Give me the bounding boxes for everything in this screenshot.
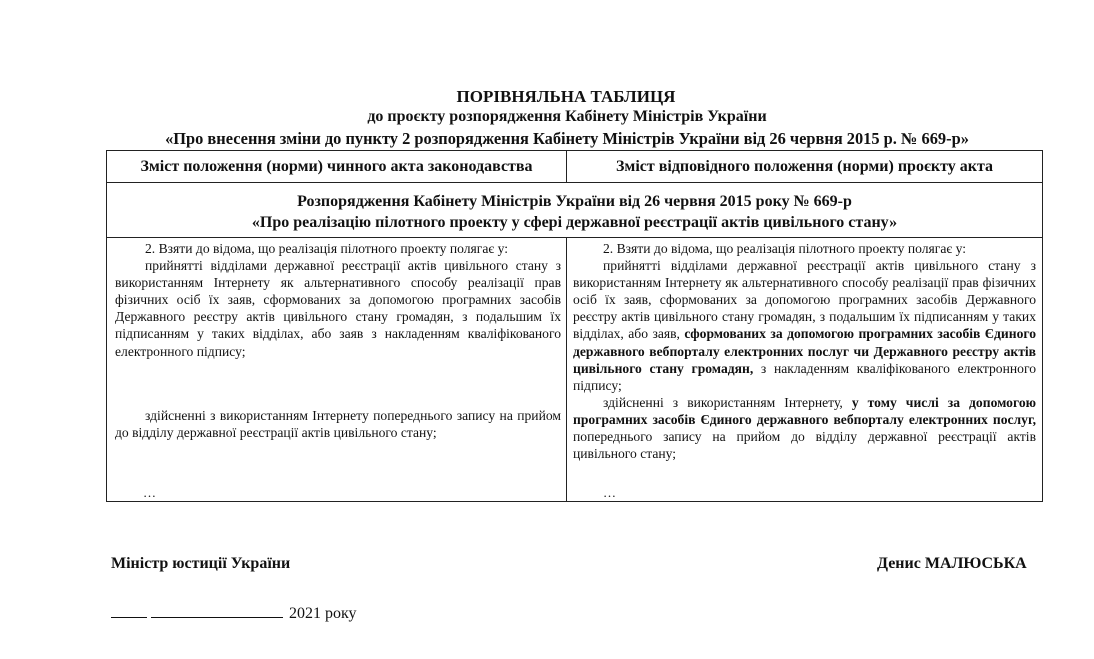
draft-paragraph-3 bbox=[573, 394, 1036, 462]
draft-paragraph-3-text-a: здійсненні з використанням Інтернету, bbox=[603, 394, 843, 410]
draft-paragraph-2-text-a: прийнятті відділами державної реєстрації актів цивільного стану з використанням Інтернету як альтернативного способу реалізації прав фізичних осіб їх заяв, сформованих за допомогою програмних засобів Державного реєстру актів цивільного стану громадян, з подальшим їх підписанням у таких відділах, або заяв, bbox=[573, 258, 1036, 342]
current-paragraph-1: 2. Взяти до відома, що реалізація пілотного проекту полягає у: bbox=[145, 241, 508, 256]
draft-paragraph-2 bbox=[573, 257, 1036, 394]
minister-title: Міністр юстиції України bbox=[111, 555, 291, 572]
current-paragraph-3: здійсненні з використанням Інтернету попереднього запису на прийом до відділу державної реєстрації актів цивільного стану; bbox=[115, 407, 561, 440]
merged-heading-line2: «Про реалізацію пілотного проекту у сфері державної реєстрації актів цивільного стану» bbox=[251, 214, 898, 231]
draft-paragraph-2-text-b: з накладенням кваліфікованого електронного підпису; bbox=[573, 360, 1036, 393]
draft-paragraph-2-bold-insert: сформованих за допомогою програмних засобів Єдиного державного вебпорталу електронних послуг чи Державного реєстру актів цивільного стану громадян, bbox=[573, 326, 1036, 376]
column-header-draft: Зміст відповідного положення (норми) проєкту акта bbox=[567, 151, 1043, 183]
current-paragraph-2: прийнятті відділами державної реєстрації актів цивільного стану з використанням Інтернету як альтернативного способу реалізації прав фізичних осіб їх заяв, сформованих за допомогою програмних засобів Державного реєстру актів цивільного стану громадян, з подальшим їх підписанням у таких відділах, або заяв з накладенням кваліфікованого електронного підпису; bbox=[115, 258, 561, 359]
draft-text-cell bbox=[567, 238, 1043, 502]
document-subtitle: до проєкту розпорядження Кабінету Міністрів України bbox=[367, 108, 767, 125]
month-blank bbox=[151, 603, 283, 618]
act-name: «Про внесення зміни до пункту 2 розпорядження Кабінету Міністрів України від 26 червня 2015 р. № 669-р» bbox=[165, 129, 969, 148]
current-text-cell bbox=[107, 238, 567, 502]
signer-name: Денис МАЛЮСЬКА bbox=[877, 555, 1027, 572]
document-title: ПОРІВНЯЛЬНА ТАБЛИЦЯ bbox=[456, 87, 676, 106]
signature-date-line bbox=[111, 603, 357, 623]
column-header-current: Зміст положення (норми) чинного акта законодавства bbox=[107, 151, 567, 183]
draft-paragraph-3-bold-insert: у тому числі за допомогою програмних засобів Єдиного державного вебпорталу електронних послуг, bbox=[573, 394, 1037, 427]
current-ellipsis: … bbox=[143, 484, 156, 500]
comparison-table bbox=[106, 150, 1043, 502]
merged-heading bbox=[107, 183, 1043, 238]
day-blank bbox=[111, 603, 147, 618]
draft-paragraph-3-text-b: попереднього запису на прийом до відділу державної реєстрації актів цивільного стану; bbox=[573, 429, 1036, 462]
draft-ellipsis: … bbox=[603, 484, 616, 500]
draft-paragraph-1: 2. Взяти до відома, що реалізація пілотного проекту полягає у: bbox=[603, 241, 966, 256]
merged-heading-line1: Розпорядження Кабінету Міністрів України від 26 червня 2015 року № 669-р bbox=[297, 193, 852, 210]
year-label: 2021 року bbox=[289, 605, 357, 622]
